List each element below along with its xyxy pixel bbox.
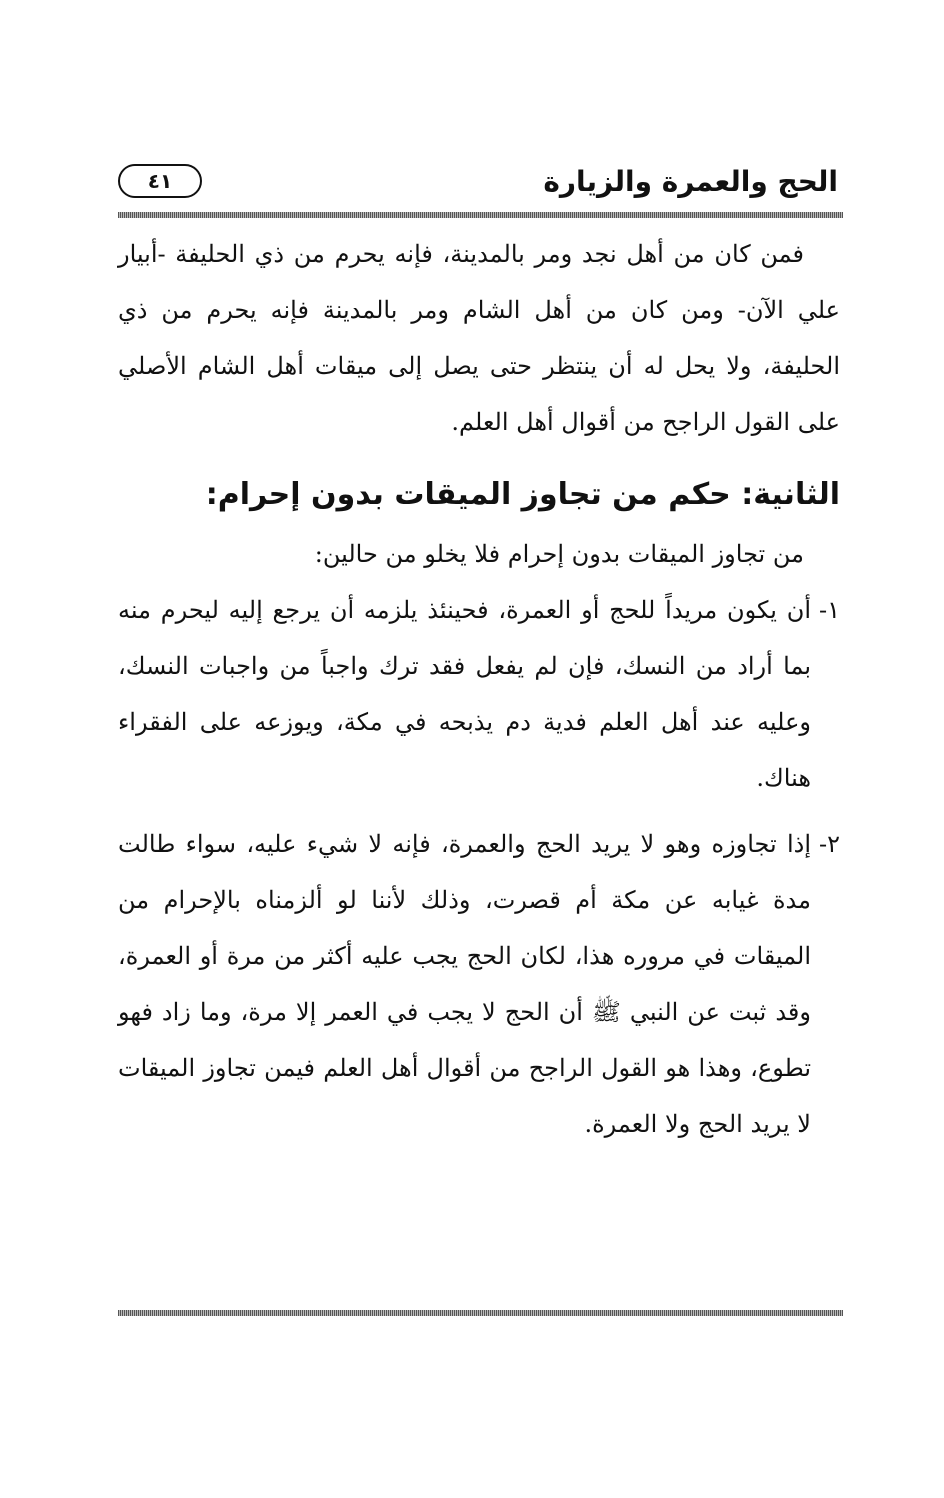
list-item-number: ١- [819,596,840,624]
page-header [118,160,838,210]
list-item [118,816,840,1152]
list-item-text: أن يكون مريداً للحج أو العمرة، فحينئذ يلزمه أن يرجع إليه ليحرم منه بما أراد من النسك، فإن لم يفعل فقد ترك واجباً من واجبات النسك، وعليه عند أهل العلم فدية دم يذبحه في مكة، ويوزعه على الفقراء هناك. [118,596,811,792]
section-intro: من تجاوز الميقات بدون إحرام فلا يخلو من حالين: [314,540,804,568]
section-heading: الثانية: حكم من تجاوز الميقات بدون إحرام: [205,477,840,512]
list-item-text: إذا تجاوزه وهو لا يريد الحج والعمرة، فإنه لا شيء عليه، سواء طالت مدة غيابه عن مكة أم قصرت، وذلك لأننا لو ألزمناه بالإحرام من الميقات في مروره هذا، لكان الحج يجب عليه أكثر من مرة أو العمرة، وقد ثبت عن النبي ﷺ أن الحج لا يجب في العمر إلا مرة، وما زاد فهو تطوع، وهذا هو القول الراجح من أقوال أهل العلم فيمن تجاوز الميقات لا يريد الحج ولا العمرة. [118,830,812,1138]
intro-paragraph: فمن كان من أهل نجد ومر بالمدينة، فإنه يحرم من ذي الحليفة -أبيار علي الآن- ومن كان من أهل الشام ومر بالمدينة فإنه يحرم من ذي الحليفة، ولا يحل له أن ينتظر حتى يصل إلى ميقات أهل الشام الأصلي على القول الراجح من أقوال أهل العلم. [118,240,840,436]
header-divider [118,212,843,218]
page-content [118,226,840,1152]
list-item [118,582,840,806]
footer-divider [118,1310,843,1316]
page-number: ٤١ [118,164,202,198]
list-item-number: ٢- [819,830,840,858]
book-title: الحج والعمرة والزيارة [543,165,838,198]
